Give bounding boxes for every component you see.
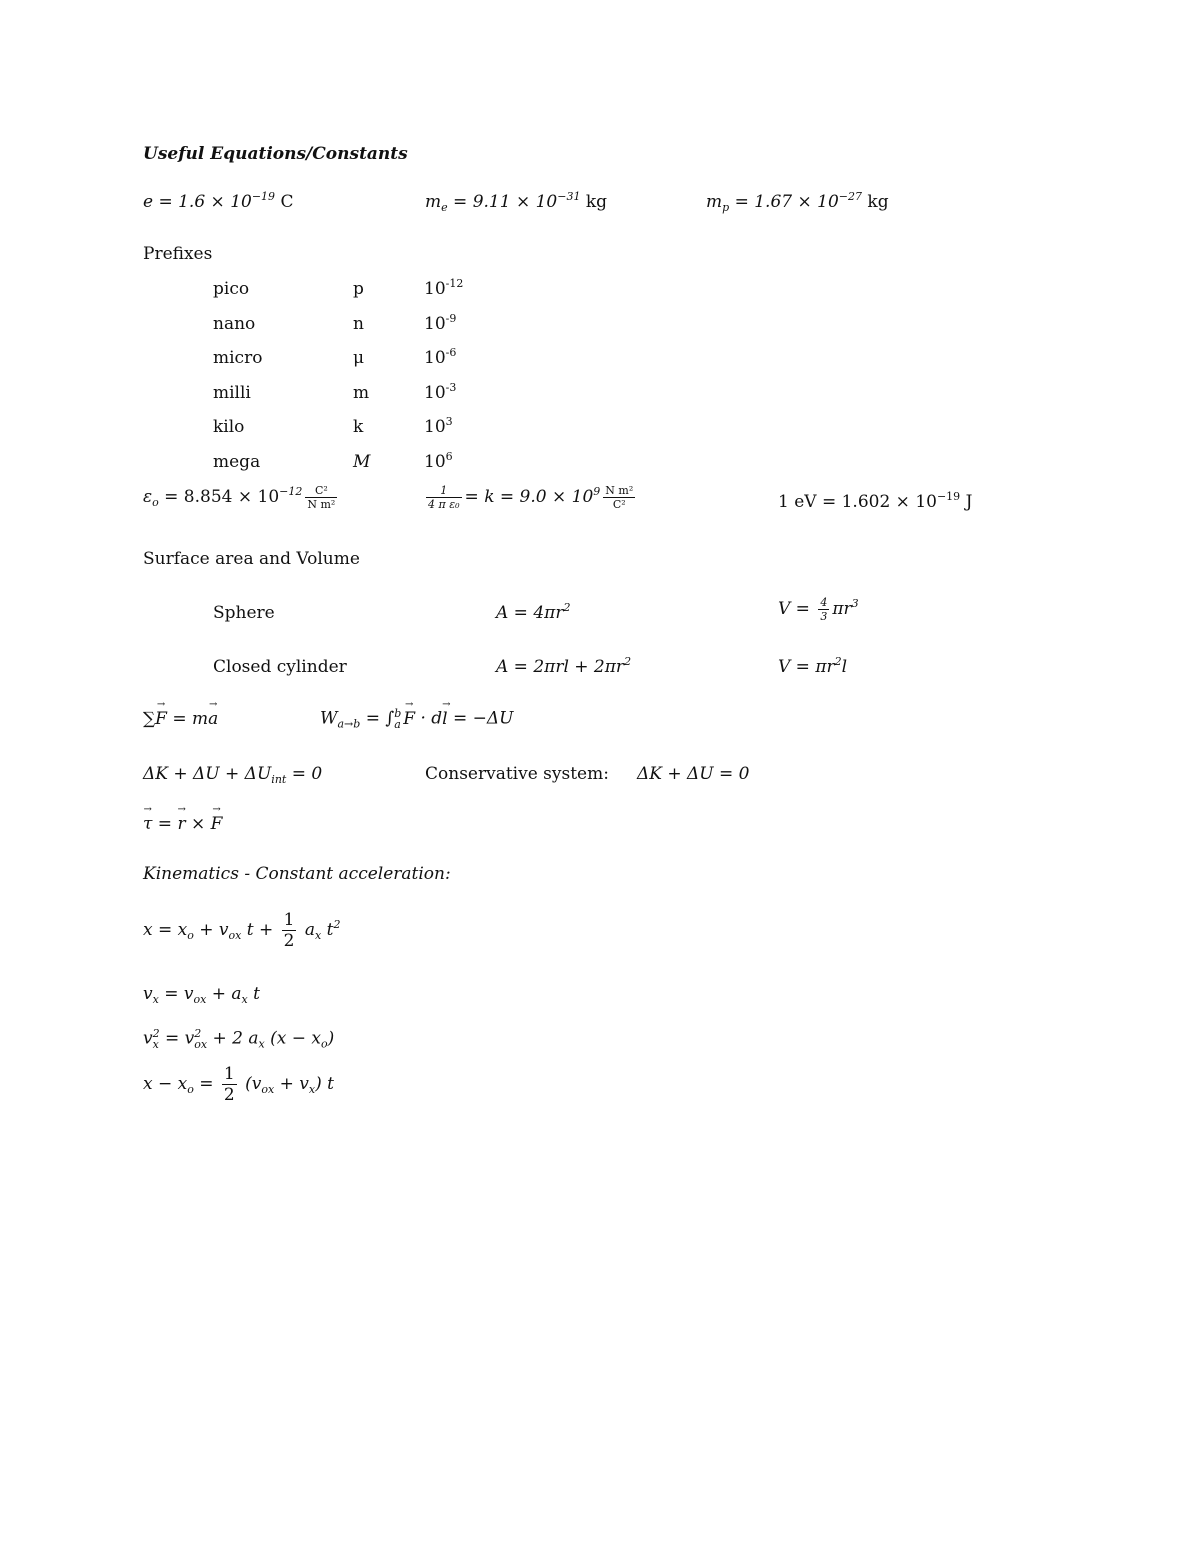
- cylinder-label: Closed cylinder: [213, 657, 347, 677]
- prefix-name: mega: [213, 451, 261, 472]
- sphere-volume-num: 4: [820, 596, 828, 609]
- prefix-value: [424, 272, 463, 307]
- eq2-part-b: = v: [158, 984, 194, 1004]
- kinematics-eq1: [143, 910, 340, 951]
- eq2-sub-b: ox: [193, 993, 207, 1006]
- permittivity: [143, 484, 340, 511]
- eq3-scripts-b: [194, 1028, 207, 1050]
- coulomb-exp: 9: [593, 485, 601, 498]
- permittivity-value: = 8.854 × 10: [164, 487, 280, 507]
- torque-equals: =: [152, 814, 178, 834]
- sphere-volume-fraction: [818, 596, 829, 623]
- prefix-name: kilo: [213, 417, 245, 438]
- integral-upper: b: [394, 707, 402, 720]
- eq4-sub-d: x: [308, 1083, 316, 1096]
- sphere-volume-rhs: πr: [832, 599, 852, 619]
- integral-limits: [394, 708, 401, 730]
- cross-product: ×: [185, 814, 211, 834]
- eq3-part-a: v: [143, 1028, 153, 1049]
- eq2-part-d: t: [247, 984, 260, 1004]
- kinematics-eq4: [143, 1064, 334, 1105]
- prefix-value: [424, 341, 463, 376]
- electron-mass-sub: e: [441, 201, 448, 214]
- energy-formula: ΔK + ΔU + ΔU: [143, 764, 272, 784]
- coulomb-fraction-den: 4 π ε₀: [428, 498, 460, 511]
- eq3-sub-b: ox: [194, 1038, 208, 1051]
- electron-charge: [143, 192, 293, 212]
- eq3-part-d: (x − x: [264, 1028, 321, 1049]
- prefixes-table: [213, 272, 463, 479]
- eq3-sub-a: x: [152, 1038, 159, 1051]
- electron-charge-value: e = 1.6 × 10: [143, 192, 252, 212]
- permittivity-sub: o: [152, 496, 159, 509]
- sphere-area: [496, 603, 570, 623]
- eq3-scripts-a: [153, 1028, 160, 1050]
- cylinder-volume-formula: V = πr: [778, 657, 835, 677]
- torque-force-vector: → F: [211, 814, 223, 834]
- eq1-den: 2: [283, 931, 295, 951]
- eq4-part-b: =: [193, 1074, 219, 1094]
- electron-charge-unit: C: [280, 192, 294, 212]
- prefix-row: [213, 410, 463, 445]
- prefix-exponent: 6: [445, 449, 453, 463]
- newton-equals: = m: [166, 709, 209, 729]
- eq3-exp-a: 2: [152, 1027, 160, 1040]
- electron-mass-value: = 9.11 × 10: [453, 192, 558, 212]
- prefix-name: micro: [213, 348, 263, 369]
- electron-volt-exp: −19: [936, 490, 961, 503]
- sphere-volume: [778, 596, 859, 623]
- prefix-exponent: -12: [445, 277, 464, 291]
- eq1-part-a: x = x: [143, 920, 188, 940]
- conservative-equation: ΔK + ΔU = 0: [637, 764, 750, 784]
- prefix-base: 10: [424, 451, 446, 472]
- proton-mass-symbol: m: [706, 192, 723, 212]
- eq4-part-a: x − x: [143, 1074, 188, 1094]
- prefix-value: [424, 445, 463, 480]
- eq2-sub-c: x: [241, 993, 248, 1006]
- force-vector: → F: [155, 709, 167, 729]
- eq1-part-e: t: [321, 920, 334, 940]
- prefix-exponent: 3: [445, 415, 453, 429]
- work-dot: · d: [415, 708, 443, 729]
- eq4-part-d: + v: [274, 1074, 309, 1094]
- prefix-symbol: k: [353, 417, 364, 438]
- work-sub: a→b: [337, 717, 361, 731]
- sphere-volume-lhs: V =: [778, 599, 816, 619]
- permittivity-unit-den: N m²: [307, 498, 336, 511]
- electron-volt-value: 1 eV = 1.602 × 10: [778, 492, 937, 512]
- permittivity-symbol: ε: [143, 487, 153, 507]
- electron-volt-unit: J: [965, 492, 973, 512]
- eq2-sub-a: x: [152, 993, 159, 1006]
- eq1-exp: 2: [333, 918, 341, 931]
- prefix-symbol: n: [353, 313, 364, 334]
- conservative-label: Conservative system:: [425, 764, 609, 784]
- eq4-num: 1: [223, 1064, 235, 1084]
- electron-volt: [778, 492, 972, 512]
- prefixes-table-body: [213, 272, 463, 479]
- cylinder-area-formula: A = 2πrl + 2πr: [496, 657, 625, 677]
- permittivity-unit: [305, 484, 337, 511]
- prefix-row: [213, 341, 463, 376]
- eq2-part-a: v: [143, 984, 153, 1004]
- electron-mass-unit: kg: [585, 192, 608, 212]
- torque-vector: → τ: [143, 814, 152, 834]
- eq1-num: 1: [283, 910, 295, 930]
- page-title: Useful Equations/Constants: [143, 144, 408, 164]
- displacement-vector: → l: [442, 709, 447, 729]
- prefix-base: 10: [424, 313, 446, 334]
- proton-mass: [706, 192, 889, 212]
- eq1-fraction: [282, 910, 297, 951]
- cylinder-volume: [778, 657, 847, 677]
- kinematics-eq3: [143, 1028, 334, 1050]
- cylinder-volume-exp: 2: [834, 655, 842, 668]
- sphere-area-formula: A = 4πr: [496, 603, 564, 623]
- eq4-fraction: [222, 1064, 237, 1105]
- surface-heading: Surface area and Volume: [143, 549, 360, 569]
- eq3-part-b: = v: [159, 1028, 195, 1049]
- eq3-part-e: ): [327, 1028, 335, 1049]
- prefix-base: 10: [424, 279, 446, 300]
- kinematics-heading: Kinematics - Constant acceleration:: [143, 864, 451, 884]
- eq3-sub-c: x: [258, 1037, 265, 1051]
- prefix-symbol: μ: [353, 348, 365, 369]
- energy-end: = 0: [286, 764, 323, 784]
- electron-mass-symbol: m: [425, 192, 442, 212]
- coulomb-fraction: [426, 484, 462, 511]
- kinematics-eq2: [143, 984, 260, 1004]
- electron-mass: [425, 192, 607, 212]
- prefix-base: 10: [424, 348, 446, 369]
- eq1-sub-b: ox: [228, 929, 242, 942]
- proton-mass-value: = 1.67 × 10: [734, 192, 839, 212]
- work-rhs: = −ΔU: [447, 708, 514, 729]
- sum-symbol: ∑: [143, 709, 156, 729]
- position-vector: → r: [177, 814, 185, 834]
- eq4-sub-c: ox: [261, 1083, 275, 1096]
- eq1-part-b: + v: [193, 920, 229, 940]
- eq2-part-c: + a: [206, 984, 242, 1004]
- prefix-name: nano: [213, 313, 256, 334]
- cylinder-area-exp: 2: [624, 655, 632, 668]
- integral-symbol: = ∫: [360, 708, 395, 729]
- sphere-area-exp: 2: [563, 601, 571, 614]
- prefix-value: [424, 376, 463, 411]
- coulomb-fraction-num: 1: [426, 484, 462, 498]
- integral-lower: a: [394, 718, 401, 731]
- proton-mass-exp: −27: [838, 190, 862, 203]
- cylinder-volume-end: l: [841, 657, 848, 677]
- proton-mass-sub: p: [722, 201, 730, 214]
- work-equation: [320, 708, 514, 730]
- coulomb-unit-num: N m²: [605, 484, 634, 497]
- eq1-part-d: a: [299, 920, 316, 940]
- prefix-base: 10: [424, 382, 446, 403]
- prefix-row: [213, 376, 463, 411]
- eq4-den: 2: [223, 1085, 235, 1105]
- torque-equation: [143, 814, 222, 834]
- eq1-part-c: t +: [241, 920, 279, 940]
- prefix-row: [213, 445, 463, 480]
- permittivity-unit-num: C²: [305, 484, 337, 498]
- work-force-vector: → F: [403, 709, 415, 729]
- energy-sub: int: [271, 773, 287, 786]
- eq1-sub-a: o: [187, 929, 194, 942]
- prefix-base: 10: [424, 417, 446, 438]
- prefix-symbol: M: [353, 451, 371, 472]
- prefix-exponent: -3: [445, 380, 457, 394]
- permittivity-exp: −12: [279, 485, 303, 498]
- prefix-name: milli: [213, 382, 251, 403]
- cylinder-area: [496, 657, 631, 677]
- electron-mass-exp: −31: [557, 190, 581, 203]
- sphere-label: Sphere: [213, 603, 275, 623]
- prefixes-heading: Prefixes: [143, 244, 213, 264]
- prefix-exponent: -9: [445, 311, 457, 325]
- sphere-volume-exp: 3: [851, 597, 859, 610]
- prefix-row: [213, 272, 463, 307]
- prefix-symbol: p: [353, 279, 364, 300]
- coulomb-unit-den: C²: [612, 498, 626, 511]
- prefix-value: [424, 307, 463, 342]
- coulomb-constant: [423, 484, 638, 511]
- acceleration-vector: → a: [208, 709, 218, 729]
- proton-mass-unit: kg: [867, 192, 889, 212]
- sphere-volume-den: 3: [820, 610, 828, 623]
- coulomb-value: = k = 9.0 × 10: [464, 487, 594, 507]
- prefix-name: pico: [213, 279, 250, 300]
- eq1-sub-d: x: [315, 929, 322, 942]
- eq4-sub-a: o: [187, 1083, 194, 1096]
- electron-charge-exp: −19: [251, 190, 276, 203]
- eq3-part-c: + 2 a: [207, 1028, 259, 1049]
- prefix-exponent: -6: [445, 346, 457, 360]
- eq4-part-e: ) t: [315, 1074, 334, 1094]
- eq3-sub-d: o: [321, 1037, 328, 1051]
- energy-conservation: [143, 764, 322, 784]
- prefix-symbol: m: [353, 382, 370, 403]
- prefix-value: [424, 410, 463, 445]
- newton-second-law: [143, 709, 218, 729]
- work-symbol: W: [320, 708, 338, 729]
- eq4-part-c: (v: [239, 1074, 262, 1094]
- coulomb-unit: [603, 484, 635, 511]
- prefix-row: [213, 307, 463, 342]
- eq3-exp-b: 2: [194, 1027, 202, 1040]
